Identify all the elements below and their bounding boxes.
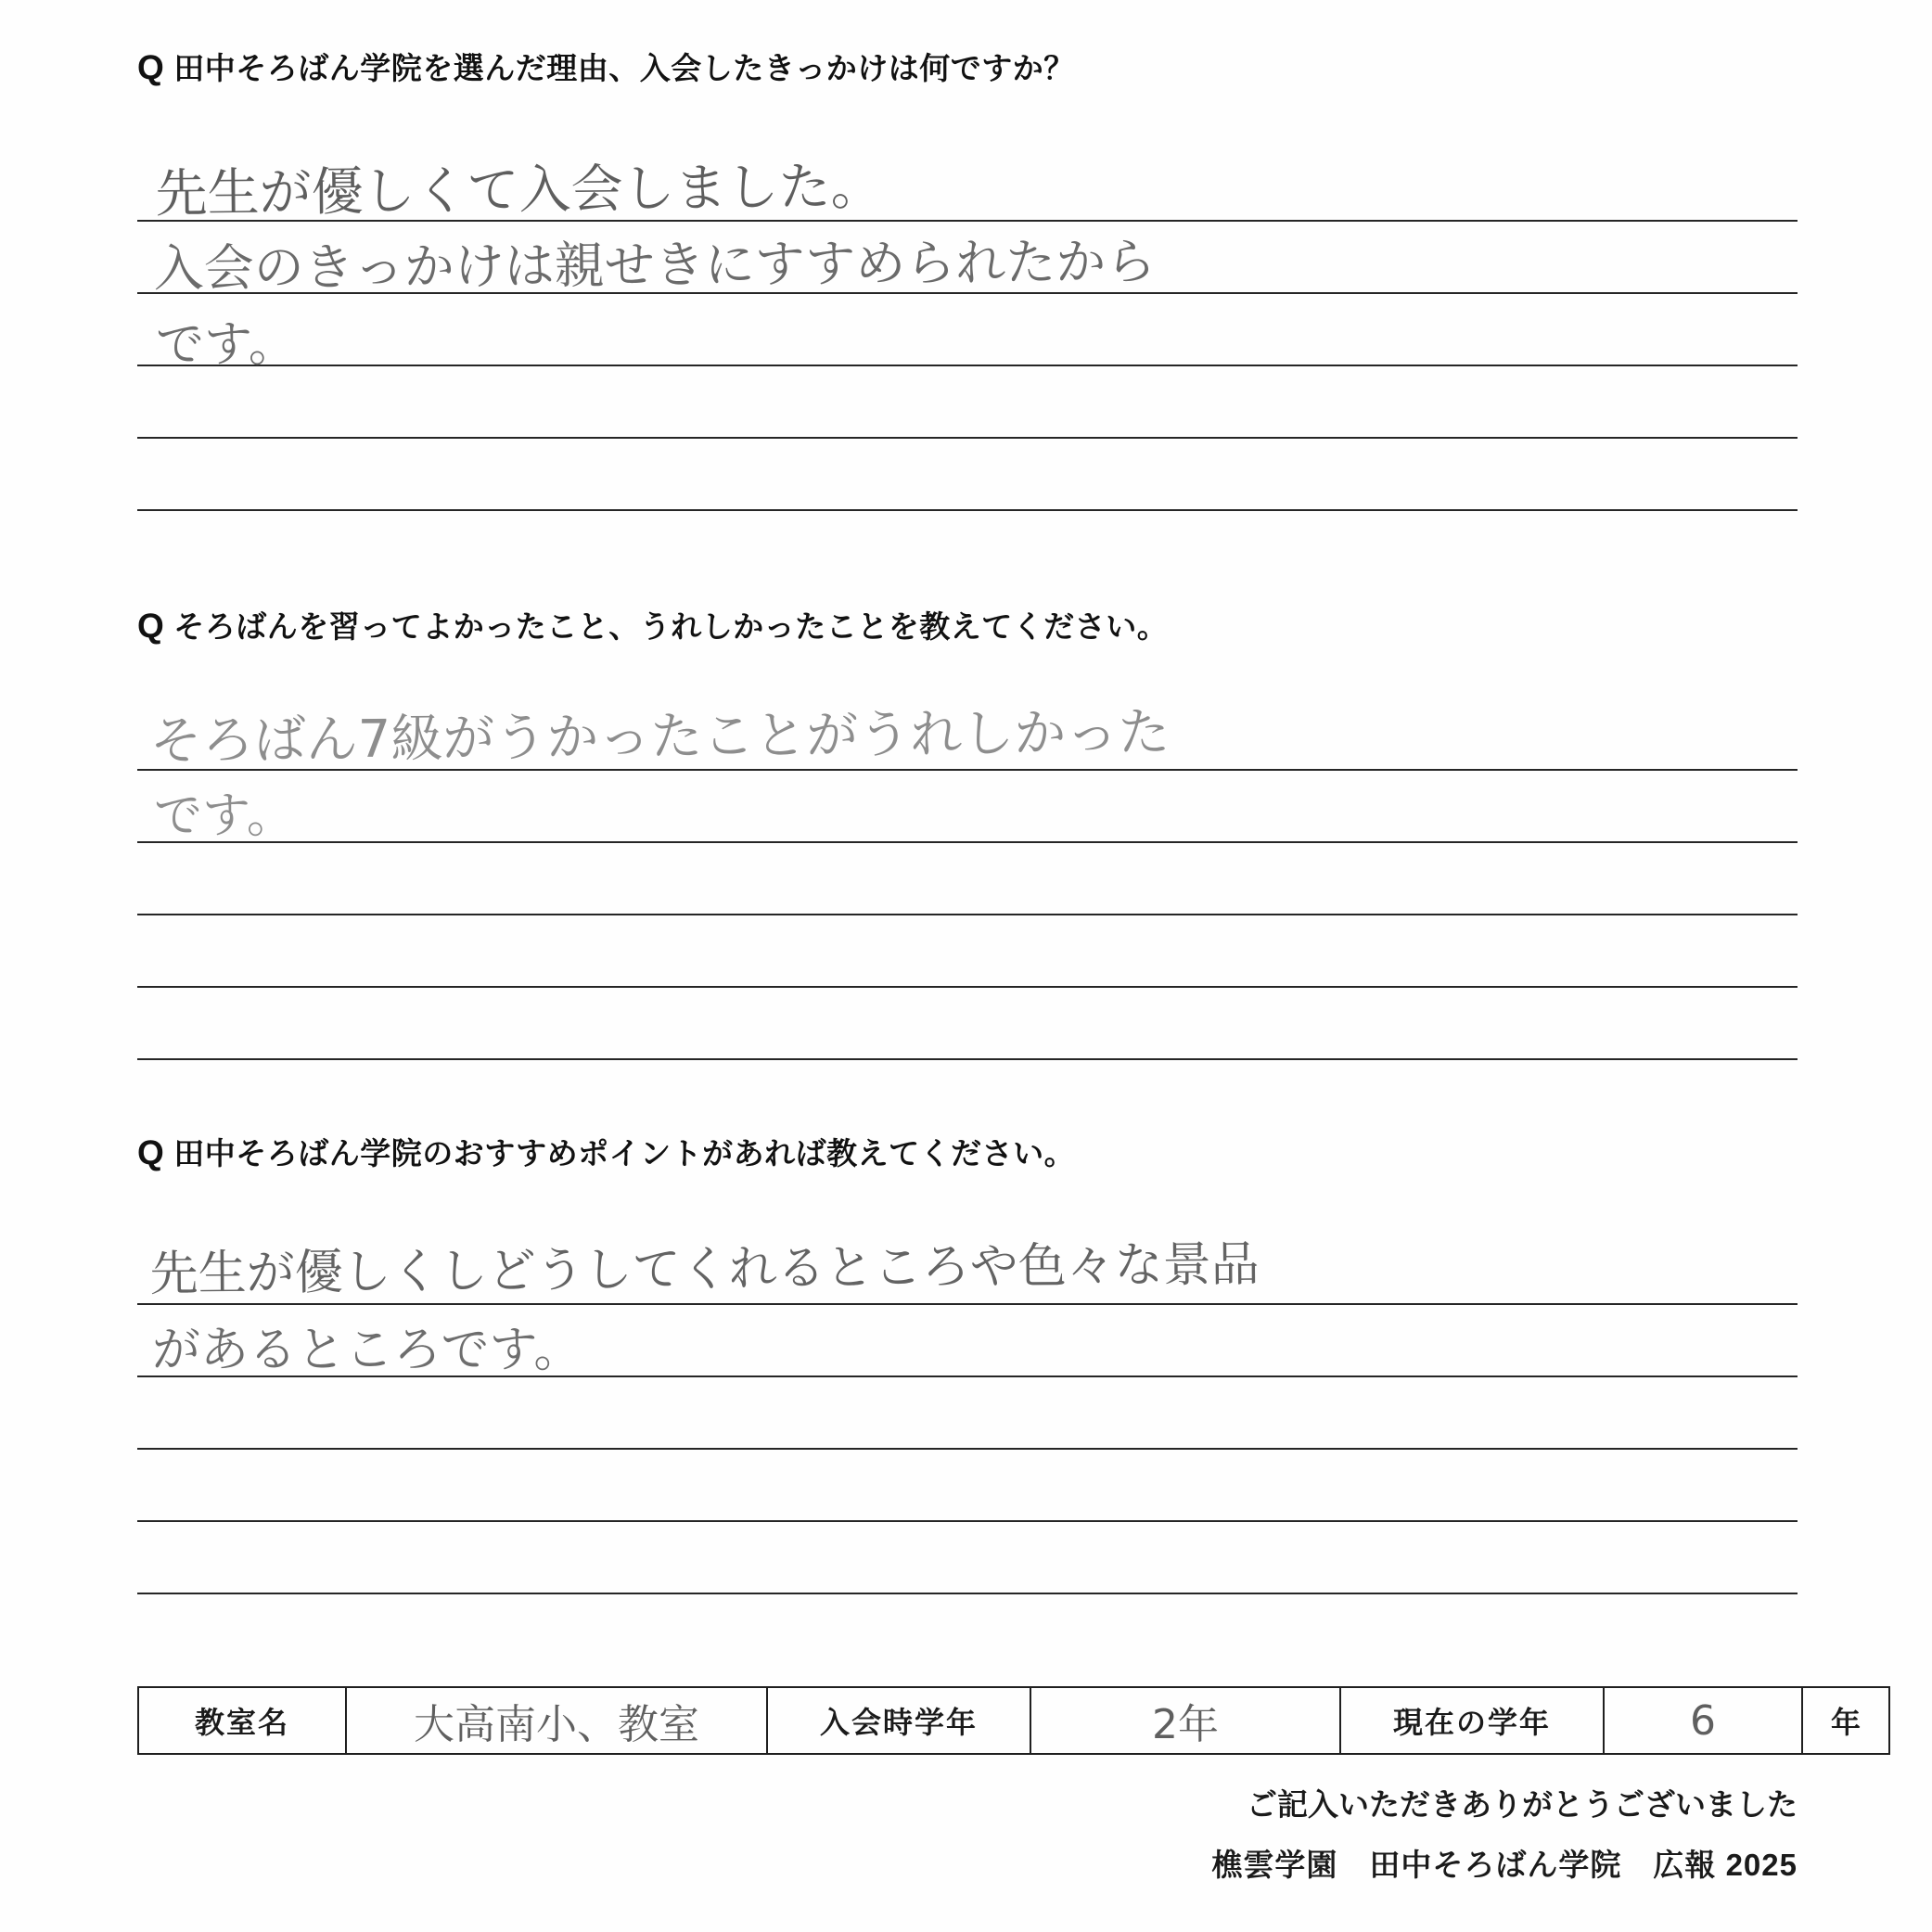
cell-unit-current-grade: 年 (1802, 1687, 1889, 1754)
ruled-line (137, 1520, 1798, 1522)
ruled-line (137, 841, 1798, 843)
question-heading-2 (137, 603, 1798, 646)
ruled-line (137, 437, 1798, 439)
question-heading-3 (137, 1130, 1798, 1173)
answer-area-3 (137, 1184, 1798, 1555)
handwritten-answer-line: があるところです。 (152, 1323, 582, 1378)
answer-area-2 (137, 658, 1798, 1019)
ruled-line (137, 1058, 1798, 1060)
question-block-1 (137, 45, 1798, 461)
question-text-2: そろばんを習ってよかったこと、うれしかったことを教えてください。 (173, 609, 1169, 644)
cell-value-join-grade[interactable]: 2年 (1030, 1687, 1340, 1754)
question-block-3 (137, 1130, 1798, 1555)
table-row (138, 1687, 1889, 1754)
handwritten-answer-line: です。 (156, 317, 297, 373)
handwritten-answer-line: そろばん7級がうかったことがうれしかった (149, 702, 1171, 773)
ruled-line (137, 1593, 1798, 1594)
ruled-line (137, 1448, 1798, 1450)
credit-text: 樵雲学園 田中そろばん学院 広報 2025 (1211, 1848, 1798, 1882)
question-text-3: 田中そろばん学院のおすすめポイントがあれば教えてください。 (173, 1136, 1076, 1171)
question-marker-2: Q (137, 607, 165, 645)
answer-area-1 (137, 99, 1798, 461)
question-marker-1: Q (137, 48, 165, 86)
handwritten-answer-line: 入会のきっかけは親せきにすすめられたから (153, 232, 1157, 299)
ruled-line (137, 365, 1798, 366)
ruled-line (137, 914, 1798, 915)
handwritten-answer-line: 先生が優しくしどうしてくれるところや色々な景品 (149, 1236, 1260, 1303)
question-text-1: 田中そろばん学院を選んだ理由、入会したきっかけは何ですか？ (173, 51, 1075, 85)
question-heading-1 (137, 45, 1798, 88)
ruled-line (137, 509, 1798, 511)
cell-value-current-grade[interactable]: 6 (1604, 1687, 1802, 1754)
footer-info-table (137, 1686, 1890, 1755)
handwritten-answer-line: 先生が優しくて入会しました。 (155, 156, 883, 225)
handwritten-answer-line: です。 (154, 788, 295, 844)
cell-label-current-grade: 現在の学年 (1340, 1687, 1604, 1754)
cell-label-join-grade: 入会時学年 (767, 1687, 1030, 1754)
ruled-line (137, 1303, 1798, 1305)
thanks-text: ご記入いただきありがとうございました (1247, 1787, 1798, 1822)
cell-label-classroom: 教室名 (138, 1687, 346, 1754)
ruled-line (137, 986, 1798, 988)
cell-value-classroom[interactable]: 大高南小、教室 (346, 1687, 767, 1754)
question-block-2 (137, 603, 1798, 1019)
question-marker-3: Q (137, 1133, 165, 1171)
